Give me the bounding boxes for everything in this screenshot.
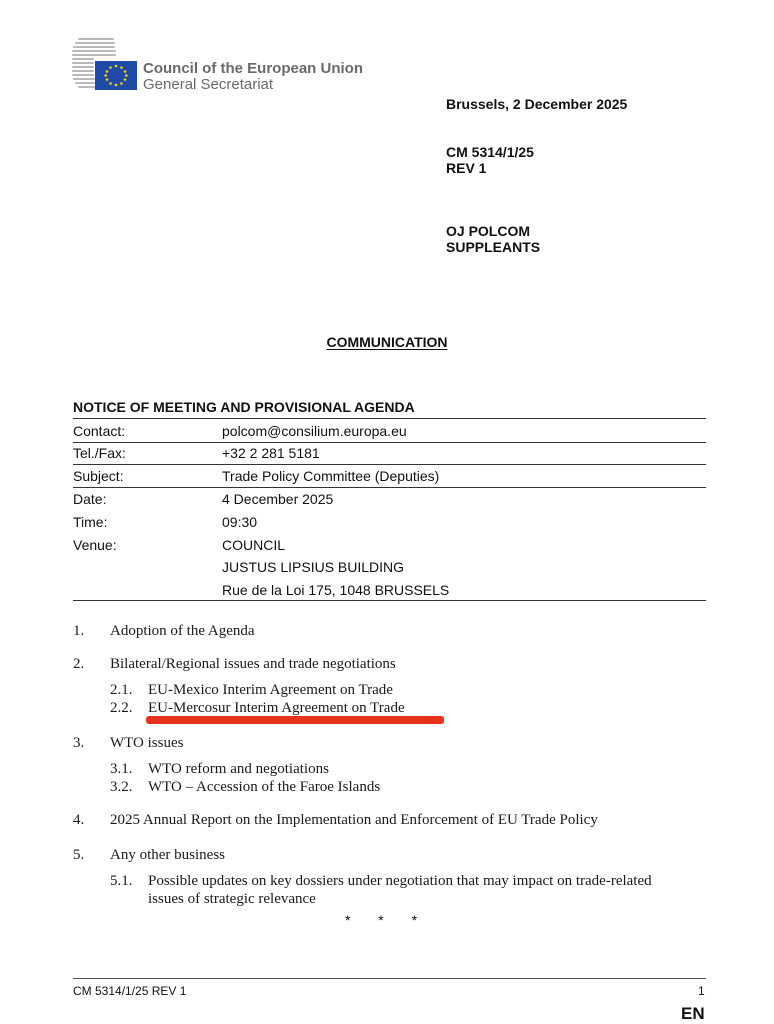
document-title: COMMUNICATION xyxy=(326,334,448,350)
divider xyxy=(73,487,706,488)
language-code: EN xyxy=(681,1004,705,1023)
divider xyxy=(73,442,706,443)
org-subtitle: General Secretariat xyxy=(143,76,274,93)
agenda-subnumber: 3.1. xyxy=(110,761,133,777)
footer-divider xyxy=(73,978,706,979)
agenda-number: 1. xyxy=(73,623,85,639)
recipients-line1: OJ POLCOM xyxy=(446,223,531,239)
agenda-subitem: EU-Mexico Interim Agreement on Trade xyxy=(148,682,393,698)
notice-heading: NOTICE OF MEETING AND PROVISIONAL AGENDA xyxy=(73,399,415,415)
agenda-item: Any other business xyxy=(110,847,225,863)
agenda-number: 4. xyxy=(73,812,85,828)
agenda-item: Adoption of the Agenda xyxy=(110,623,255,639)
council-logo xyxy=(72,36,142,94)
agenda-subnumber: 2.2. xyxy=(110,700,133,716)
agenda-number: 2. xyxy=(73,656,85,672)
agenda-subitem: Possible updates on key dossiers under negotiation that may impact on trade-related xyxy=(148,873,652,889)
highlight-underline xyxy=(146,716,444,724)
info-value-subject: Trade Policy Committee (Deputies) xyxy=(222,468,440,484)
agenda-subnumber: 2.1. xyxy=(110,682,133,698)
divider xyxy=(73,418,706,419)
info-value-contact: polcom@consilium.europa.eu xyxy=(222,423,407,439)
info-value-venue: COUNCIL xyxy=(222,537,286,553)
info-label-time: Time: xyxy=(73,514,108,530)
agenda-subnumber: 5.1. xyxy=(110,873,133,889)
place-date: Brussels, 2 December 2025 xyxy=(446,96,628,112)
agenda-subnumber: 3.2. xyxy=(110,779,133,795)
info-label-date: Date: xyxy=(73,491,107,507)
venue-building: JUSTUS LIPSIUS BUILDING xyxy=(222,559,405,575)
divider xyxy=(73,600,706,601)
agenda-item: WTO issues xyxy=(110,735,184,751)
agenda-subitem: EU-Mercosur Interim Agreement on Trade xyxy=(148,700,405,716)
doc-rev: REV 1 xyxy=(446,160,487,176)
footer-reference: CM 5314/1/25 REV 1 xyxy=(73,984,187,998)
section-separator: * * * xyxy=(344,912,430,928)
agenda-item: 2025 Annual Report on the Implementation and Enforcement of EU Trade Policy xyxy=(110,812,598,828)
recipients-line2: SUPPLEANTS xyxy=(446,239,541,255)
info-value-date: 4 December 2025 xyxy=(222,491,334,507)
info-label-venue: Venue: xyxy=(73,537,117,553)
info-label-subject: Subject: xyxy=(73,468,124,484)
info-label-telfax: Tel./Fax: xyxy=(73,445,126,461)
info-value-time: 09:30 xyxy=(222,514,258,530)
agenda-number: 3. xyxy=(73,735,85,751)
org-name: Council of the European Union xyxy=(143,60,363,77)
page-number: 1 xyxy=(698,984,705,998)
info-value-telfax: +32 2 281 5181 xyxy=(222,445,320,461)
agenda-item: Bilateral/Regional issues and trade negotiations xyxy=(110,656,396,672)
agenda-subitem: WTO reform and negotiations xyxy=(148,761,329,777)
agenda-subitem-continued: issues of strategic relevance xyxy=(148,891,316,907)
doc-ref: CM 5314/1/25 xyxy=(446,144,534,160)
venue-address: Rue de la Loi 175, 1048 BRUSSELS xyxy=(222,582,450,598)
info-label-contact: Contact: xyxy=(73,423,126,439)
council-emblem-icon xyxy=(72,36,142,94)
agenda-number: 5. xyxy=(73,847,85,863)
divider xyxy=(73,464,706,465)
agenda-subitem: WTO – Accession of the Faroe Islands xyxy=(148,779,381,795)
